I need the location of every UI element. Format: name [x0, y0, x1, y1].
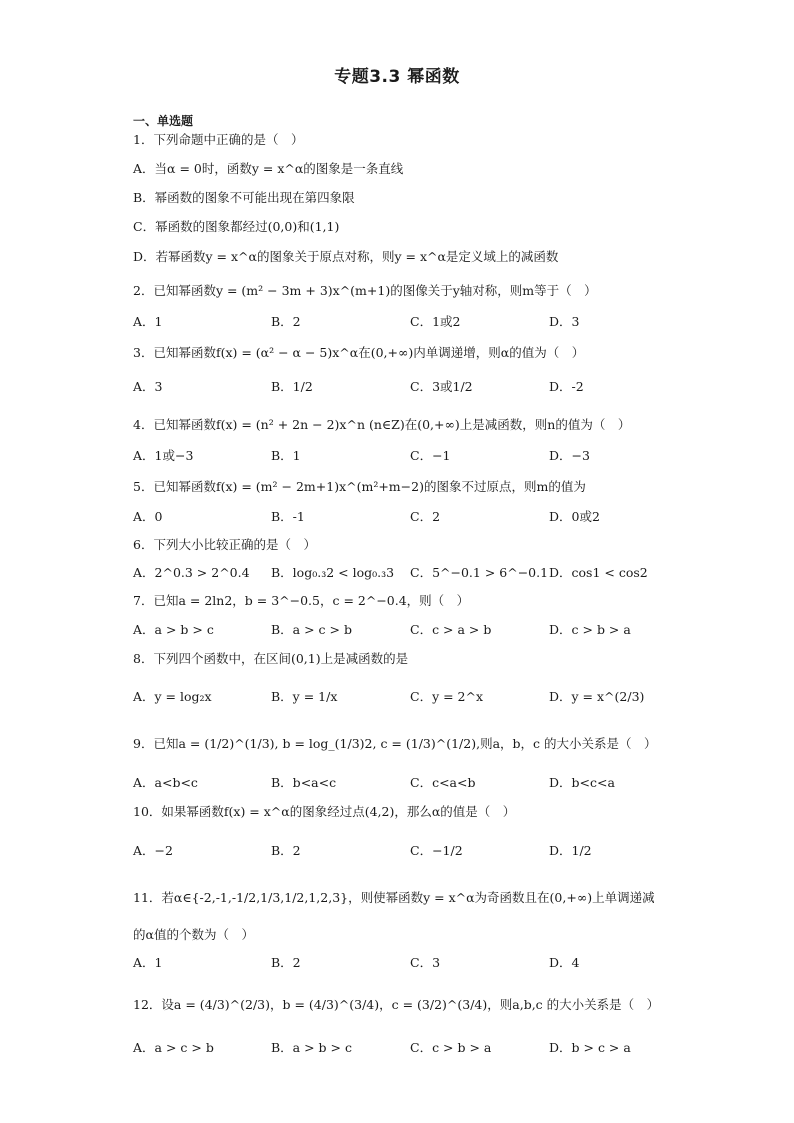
choice-b: B．-1 — [271, 509, 305, 524]
section-heading: 一、单选题 — [133, 114, 194, 128]
question-1-choice-c: C．幂函数的图象都经过(0,0)和(1,1) — [133, 219, 340, 234]
choice-d: D．b<c<a — [549, 775, 615, 790]
choice-b: B．1/2 — [271, 379, 313, 394]
question-11-stem-line-1: 11．若α∈{-2,-1,-1/2,1/3,1/2,1,2,3}，则使幂函数y = x^α为奇函数且在(0,+∞)上单调递减 — [133, 890, 655, 905]
choice-a: A．−2 — [133, 843, 173, 858]
choice-c: C．2 — [410, 509, 441, 524]
choice-b: B．2 — [271, 314, 301, 329]
choice-d: D．-2 — [549, 379, 584, 394]
choice-b: B．y = 1/x — [271, 689, 338, 704]
choice-c: C．c > b > a — [410, 1040, 492, 1055]
document-title: 专题3.3 幂函数 — [334, 67, 460, 87]
choice-d: D．4 — [549, 955, 580, 970]
choice-d: D．c > b > a — [549, 622, 631, 637]
choice-b: B．2 — [271, 955, 301, 970]
choice-b: B．log₀.₃2 < log₀.₃3 — [271, 565, 395, 580]
choice-d: D．y = x^(2/3) — [549, 689, 645, 704]
choice-b: B．a > b > c — [271, 1040, 352, 1055]
choice-b: B．b<a<c — [271, 775, 337, 790]
choice-b: B．1 — [271, 448, 301, 463]
choice-a: A．a<b<c — [133, 775, 198, 790]
choice-d: D．cos1 < cos2 — [549, 565, 648, 580]
choice-d: D．3 — [549, 314, 580, 329]
choice-c: C．−1/2 — [410, 843, 463, 858]
choice-c: C．c<a<b — [410, 775, 476, 790]
question-10-stem: 10．如果幂函数f(x) = x^α的图象经过点(4,2)，那么α的值是（ ） — [133, 804, 516, 819]
question-2-stem: 2．已知幂函数y = (m² − 3m + 3)x^(m+1)的图像关于y轴对称，则m等于（ ） — [133, 283, 597, 298]
choice-a: A．1或−3 — [133, 448, 194, 463]
question-1-choice-b: B．幂函数的图象不可能出现在第四象限 — [133, 190, 355, 205]
choice-c: C．3或1/2 — [410, 379, 473, 394]
question-9-stem: 9．已知a = (1/2)^(1/3), b = log_(1/3)2, c = (1/3)^(1/2),则a，b，c 的大小关系是（ ） — [133, 736, 657, 751]
choice-a: A．1 — [133, 955, 163, 970]
question-3-stem: 3．已知幂函数f(x) = (α² − α − 5)x^α在(0,+∞)内单调递增，则α的值为（ ） — [133, 345, 585, 360]
question-1-stem: 1．下列命题中正确的是（ ） — [133, 132, 304, 147]
choice-d: D．1/2 — [549, 843, 592, 858]
choice-c: C．3 — [410, 955, 441, 970]
choice-a: A．1 — [133, 314, 163, 329]
question-5-stem: 5．已知幂函数f(x) = (m² − 2m+1)x^(m²+m−2)的图象不过原点，则m的值为 — [133, 479, 586, 494]
question-12-stem: 12．设a = (4/3)^(2/3)，b = (4/3)^(3/4)，c = (3/2)^(3/4)，则a,b,c 的大小关系是（ ） — [133, 997, 660, 1012]
choice-a: A．a > b > c — [133, 622, 214, 637]
choice-d: D．−3 — [549, 448, 590, 463]
choice-a: A．0 — [133, 509, 163, 524]
choice-a: A．3 — [133, 379, 163, 394]
choice-a: A．y = log₂x — [133, 689, 212, 704]
question-4-stem: 4．已知幂函数f(x) = (n² + 2n − 2)x^n (n∈Z)在(0,+∞)上是减函数，则n的值为（ ） — [133, 417, 631, 432]
choice-d: D．0或2 — [549, 509, 600, 524]
choice-b: B．a > c > b — [271, 622, 352, 637]
choice-a: A．a > c > b — [133, 1040, 214, 1055]
choice-d: D．b > c > a — [549, 1040, 631, 1055]
choice-c: C．5^−0.1 > 6^−0.1 — [410, 565, 549, 580]
choice-c: C．c > a > b — [410, 622, 492, 637]
question-7-stem: 7．已知a = 2ln2，b = 3^−0.5，c = 2^−0.4，则（ ） — [133, 593, 470, 608]
question-6-stem: 6．下列大小比较正确的是（ ） — [133, 537, 316, 552]
question-1-choice-d: D．若幂函数y = x^α的图象关于原点对称，则y = x^α是定义域上的减函数 — [133, 249, 559, 264]
choice-a: A．2^0.3 > 2^0.4 — [133, 565, 250, 580]
choice-c: C．1或2 — [410, 314, 461, 329]
question-1-choice-a: A．当α = 0时，函数y = x^α的图象是一条直线 — [133, 161, 404, 176]
choice-c: C．−1 — [410, 448, 451, 463]
choice-b: B．2 — [271, 843, 301, 858]
choice-c: C．y = 2^x — [410, 689, 484, 704]
question-8-stem: 8．下列四个函数中，在区间(0,1)上是减函数的是 — [133, 651, 409, 666]
question-11-stem-line-2: 的α值的个数为（ ） — [133, 927, 254, 942]
